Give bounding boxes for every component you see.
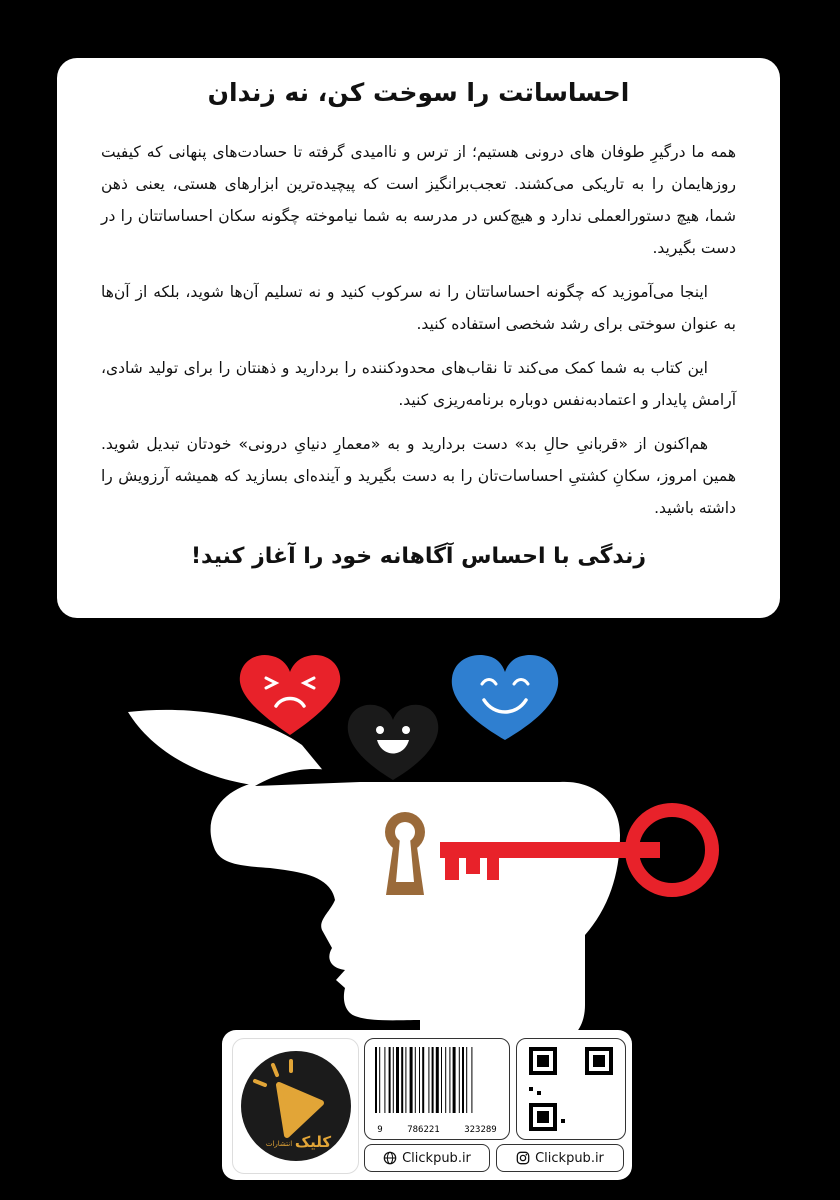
qr-code	[516, 1038, 626, 1140]
card-title: احساساتت را سوخت کن، نه زندان	[207, 78, 630, 107]
instagram-icon	[516, 1151, 530, 1165]
happy-heart-icon	[452, 655, 558, 740]
website-text: Clickpub.ir	[402, 1150, 471, 1166]
paragraph-4: هم‌اکنون از «قربانیِ حالِ بد» دست بردارید و به «معمارِ دنیایِ درونی» خودتان تبدیل شوید. همین امروز، سکانِ کشتیِ احساسات‌تان را به دست بگیرید و آینده‌ای بسازید که همیشه آرزویش را داشته باشید.	[101, 435, 736, 517]
publisher-info-panel	[222, 1030, 632, 1180]
open-head-illustration	[0, 620, 840, 1040]
dark-heart-icon	[348, 705, 438, 780]
instagram-text: Clickpub.ir	[535, 1150, 604, 1166]
website-link[interactable]	[364, 1144, 490, 1172]
barcode-bars	[365, 1039, 509, 1119]
barcode-digit-group-1: 9	[377, 1125, 383, 1135]
closing-line: زندگی با احساس آگاهانه خود را آغاز کنید!	[190, 544, 647, 569]
barcode-digit-group-2: 786221	[407, 1125, 440, 1135]
play-bulb-logo-icon	[241, 1051, 351, 1161]
paragraph-1: همه ما درگیرِ طوفان های درونی هستیم؛ از ترس و ناامیدی گرفته تا حسادت‌های پنهانی که کیفیت روزهایمان را به تاریکی می‌کشند. تعجب‌برانگیز است که پیچیده‌ترین ابزارهای هستی، یعنی ذهن شما، هیچ دستورالعملی ندارد و هیچ‌کس در مدرسه به شما نیاموخته چگونه سکان احساساتتان را در دست بگیرید.	[101, 143, 736, 257]
paragraph-2: اینجا می‌آموزید که چگونه احساساتتان را نه سرکوب کنید و نه تسلیم آن‌ها شوید، بلکه از آن‌ها به عنوان سوختی برای رشد شخصی استفاده کنید.	[101, 283, 736, 333]
back-cover-text-card	[57, 58, 780, 618]
publisher-logo	[232, 1038, 359, 1174]
globe-icon	[383, 1151, 397, 1165]
instagram-link[interactable]	[496, 1144, 624, 1172]
isbn-barcode	[364, 1038, 510, 1140]
barcode-digit-group-3: 323289	[464, 1125, 497, 1135]
logo-text: کلیک	[294, 1133, 331, 1151]
paragraph-3: این کتاب به شما کمک می‌کند تا نقاب‌های محدودکننده را بردارید و ذهنتان را برای تولید شادی، آرامش پایدار و اعتمادبه‌نفس دوباره برنامه‌ریزی کنید.	[101, 359, 736, 409]
logo-subtext: انتشارات	[265, 1140, 292, 1148]
qr-code-icon	[529, 1047, 613, 1131]
